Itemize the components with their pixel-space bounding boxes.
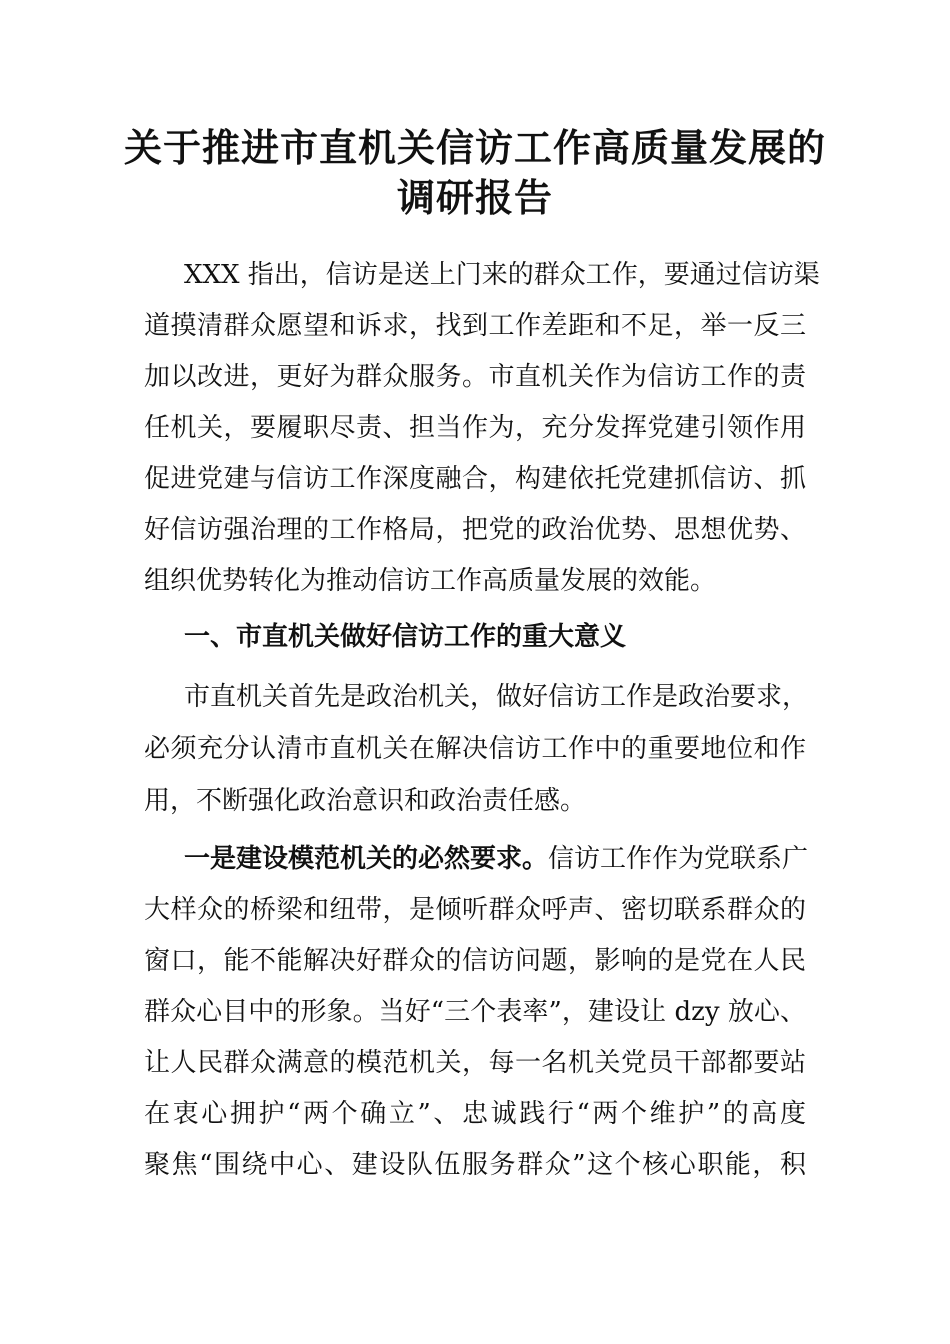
document-title-line-2: 调研报告 <box>396 175 553 220</box>
document-title-line-1: 关于推进市直机关信访工作高质量发展的 <box>123 125 826 170</box>
intro-line: 道摸清群众愿望和诉求，找到工作差距和不足，举一反三 <box>144 311 806 341</box>
point-paragraph-line: 大样众的桥梁和纽带，是倾听群众呼声、密切联系群众的 <box>144 895 806 925</box>
section-paragraph-line: 用，不断强化政治意识和政治责任感。 <box>144 786 587 816</box>
section-paragraph-line: 必须充分认清市直机关在解决信访工作中的重要地位和作 <box>144 734 806 764</box>
section-heading: 一、市直机关做好信访工作的重大意义 <box>184 622 627 652</box>
point-paragraph-line: 聚焦“围绕中心、建设队伍服务群众”这个核心职能，积 <box>144 1150 806 1180</box>
point-paragraph-first-line <box>184 842 809 876</box>
point-paragraph-line: 窗口，能不能解决好群众的信访问题，影响的是党在人民 <box>144 946 806 976</box>
intro-line: XXX 指出，信访是送上门来的群众工作，要通过信访渠 <box>184 260 820 290</box>
point-paragraph-line: 群众心目中的形象。当好“三个表率”，建设让 dzy 放心、 <box>144 997 806 1027</box>
point-first-line-text: 信访工作作为党联系广 <box>548 844 809 874</box>
section-paragraph-line: 市直机关首先是政治机关，做好信访工作是政治要求， <box>184 682 809 712</box>
intro-line: 任机关，要履职尽责、担当作为，充分发挥党建引领作用 <box>144 413 806 443</box>
point-paragraph-line: 在衷心拥护“两个确立”、忠诚践行“两个维护”的高度 <box>144 1099 806 1129</box>
intro-line: 加以改进，更好为群众服务。市直机关作为信访工作的责 <box>144 362 806 392</box>
intro-line: 好信访强治理的工作格局，把党的政治优势、思想优势、 <box>144 515 806 545</box>
intro-line: 促进党建与信访工作深度融合，构建依托党建抓信访、抓 <box>144 464 806 494</box>
point-paragraph-line: 让人民群众满意的模范机关，每一名机关党员干部都要站 <box>144 1048 806 1078</box>
intro-line: 组织优势转化为推动信访工作高质量发展的效能。 <box>144 566 717 596</box>
point-lead-bold: 一是建设模范机关的必然要求。 <box>184 844 549 874</box>
